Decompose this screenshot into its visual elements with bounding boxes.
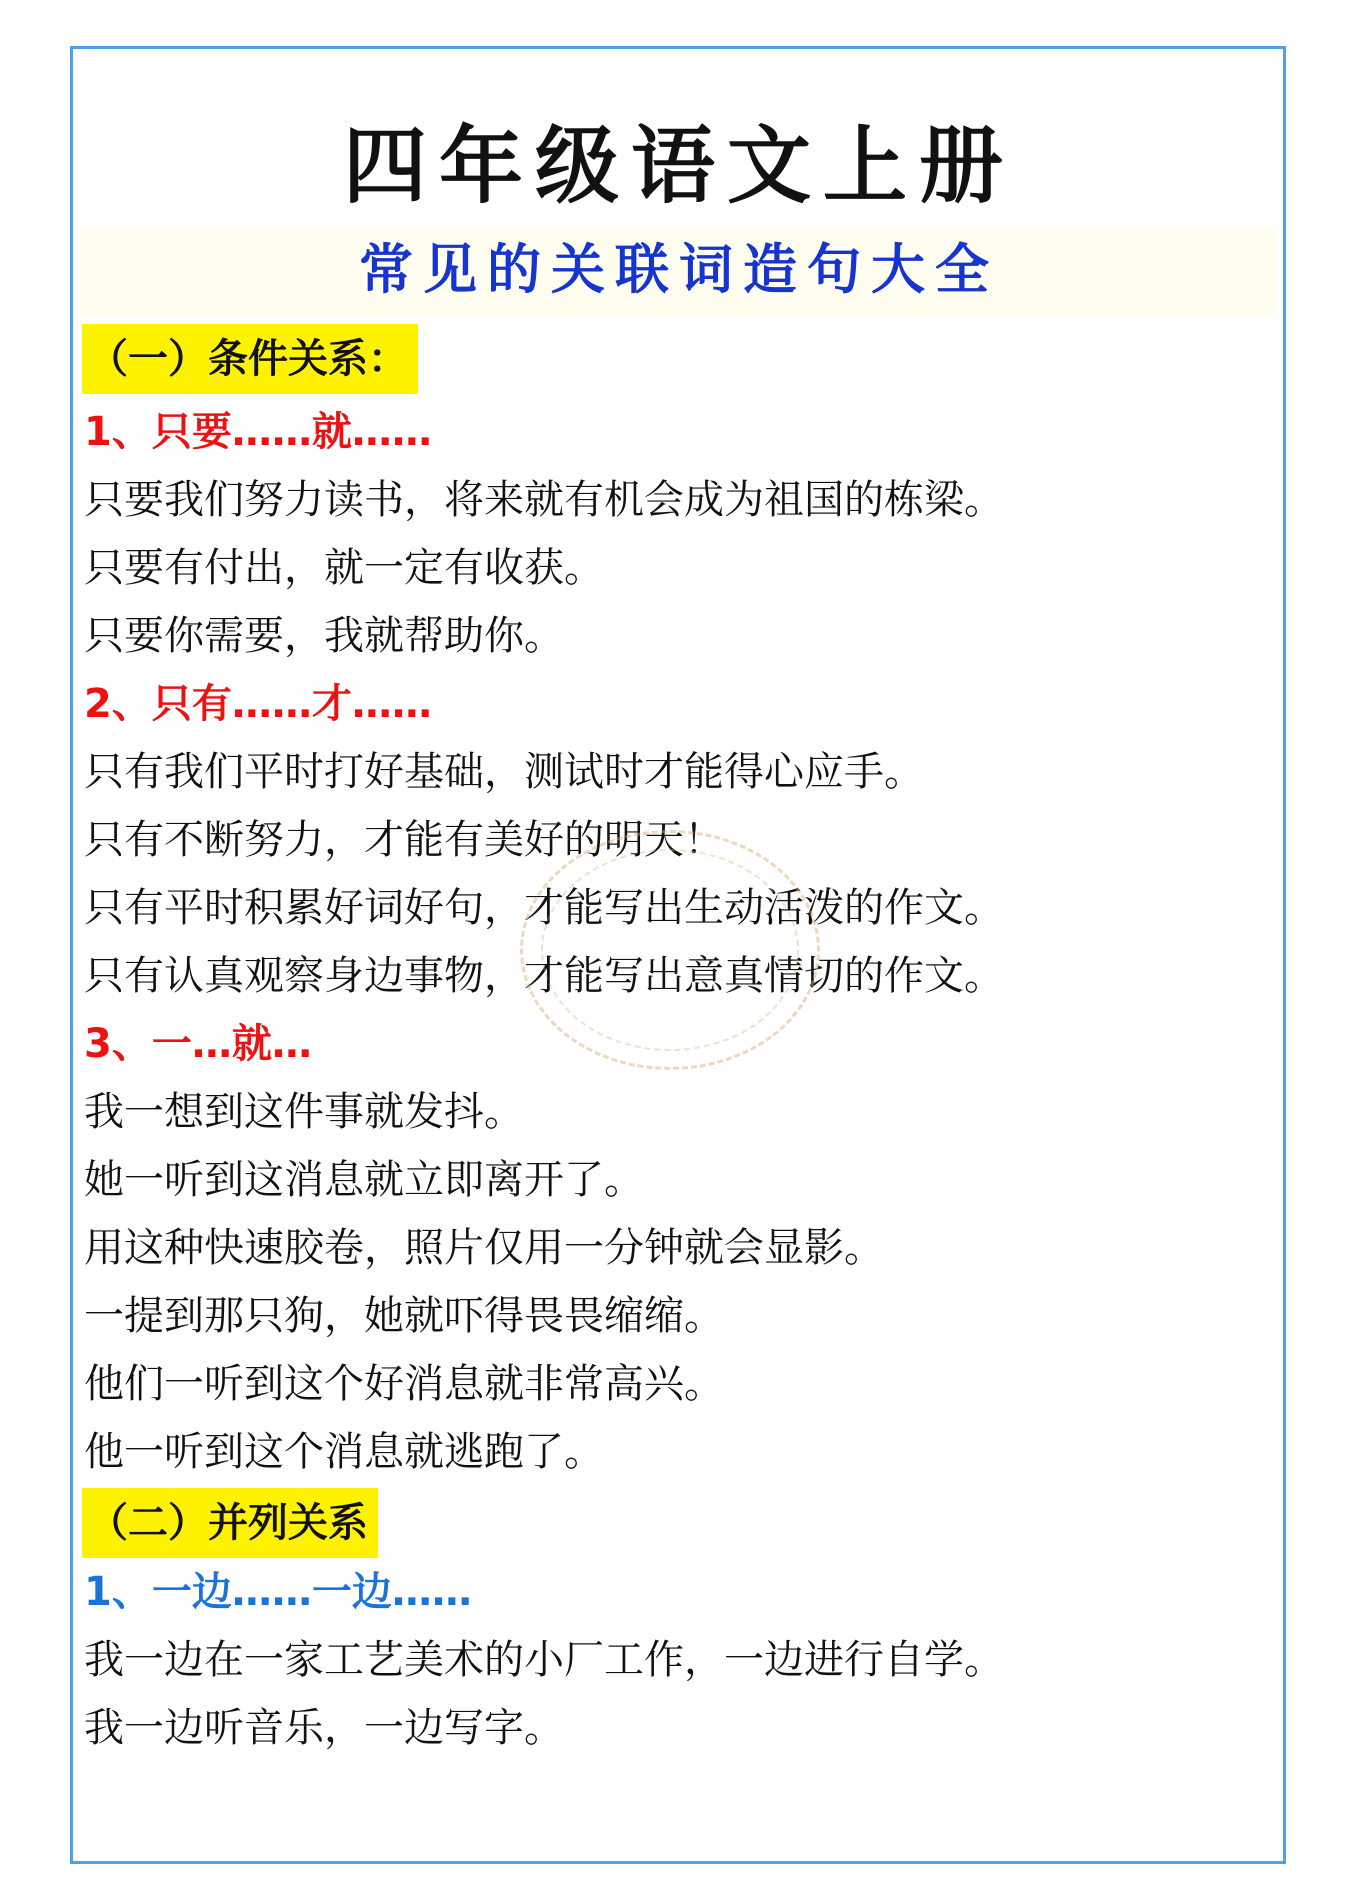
section-label-conditional: （一）条件关系：	[82, 324, 418, 394]
example-sentence: 只要我们努力读书，将来就有机会成为祖国的栋梁。	[84, 477, 1004, 523]
group-heading: 1、一边……一边……	[84, 1569, 472, 1615]
example-sentence: 只有不断努力，才能有美好的明天！	[84, 817, 724, 863]
example-sentence: 他们一听到这个好消息就非常高兴。	[84, 1361, 724, 1407]
example-sentence: 一提到那只狗，她就吓得畏畏缩缩。	[84, 1293, 724, 1339]
example-sentence: 只有认真观察身边事物，才能写出意真情切的作文。	[84, 953, 1004, 999]
group-heading: 1、只要……就……	[84, 409, 432, 455]
page-subtitle: 常见的关联词造句大全	[359, 237, 999, 301]
example-sentence: 她一听到这消息就立即离开了。	[84, 1157, 644, 1203]
example-sentence: 用这种快速胶卷，照片仅用一分钟就会显影。	[84, 1225, 884, 1271]
example-sentence: 我一想到这件事就发抖。	[84, 1089, 524, 1135]
section-label-parallel: （二）并列关系	[82, 1488, 378, 1558]
example-sentence: 他一听到这个消息就逃跑了。	[84, 1429, 604, 1475]
group-heading: 2、只有……才……	[84, 681, 432, 727]
example-sentence: 只要有付出，就一定有收获。	[84, 545, 604, 591]
page-title: 四年级语文上册	[342, 116, 1015, 215]
example-sentence: 只有我们平时打好基础，测试时才能得心应手。	[84, 749, 924, 795]
example-sentence: 我一边听音乐，一边写字。	[84, 1705, 564, 1751]
example-sentence: 只要你需要，我就帮助你。	[84, 613, 564, 659]
example-sentence: 我一边在一家工艺美术的小厂工作，一边进行自学。	[84, 1637, 1004, 1683]
example-sentence: 只有平时积累好词好句，才能写出生动活泼的作文。	[84, 885, 1004, 931]
group-heading: 3、一…就…	[84, 1021, 312, 1067]
